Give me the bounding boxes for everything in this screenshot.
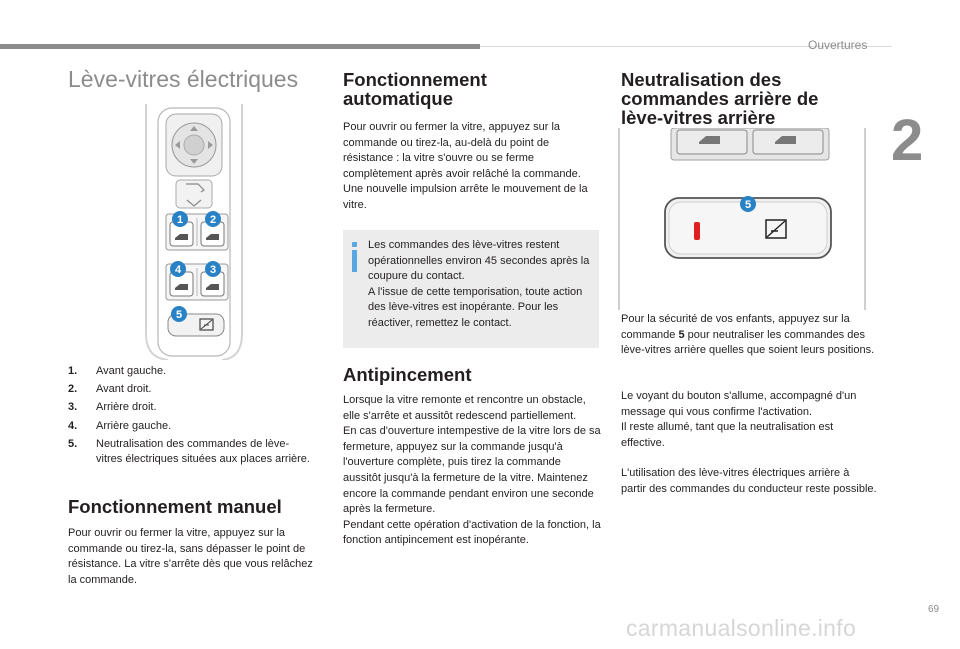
callout-3: 3 bbox=[209, 264, 217, 276]
neutral-para1-ref: 5 bbox=[678, 328, 685, 341]
pinch-text: Lorsque la vitre remonte et rencontre un obstacle, elle s'arrête et aussitôt redescend partiellement. En cas d'ouverture intempestive de la vitre lors de sa fermeture, appuyez sur la commande jusqu'à l'ouverture complète, puis tirez la commande aussitôt jusqu'à la fermeture de la vitre. Maintenez encore la commande pendant environ une seconde après la fermeture. Pendant cette opération d'activation de la fonction, la fonction antipincement est inopérante. bbox=[343, 394, 601, 547]
legend-item bbox=[68, 364, 313, 380]
watermark: carmanualsonline.info bbox=[626, 615, 857, 641]
neutral-para1-text: Pour la sécurité de vos enfants, appuyez sur la commande bbox=[621, 313, 850, 341]
legend-text: Avant droit. bbox=[96, 383, 152, 396]
neutral-para2: Le voyant du bouton s'allume, accompagné d'un message qui vous confirme l'activation. Il reste allumé, tant que la neutralisation est effective. bbox=[621, 390, 857, 449]
callout-5-neutral: 5 bbox=[744, 199, 752, 211]
legend-list bbox=[68, 364, 313, 471]
neutral-heading-line2: commandes arrière de bbox=[621, 88, 819, 109]
neutral-para1 bbox=[621, 312, 877, 359]
legend-number: 5. bbox=[68, 437, 78, 450]
info-icon bbox=[352, 242, 357, 272]
legend-item bbox=[68, 419, 313, 435]
legend-number: 4. bbox=[68, 419, 78, 432]
auto-heading-line1: Fonctionnement bbox=[343, 69, 487, 90]
child-lock-figure bbox=[617, 128, 875, 310]
page-number: 69 bbox=[928, 604, 940, 615]
legend-text: Arrière gauche. bbox=[96, 419, 172, 432]
neutral-heading-line3: lève-vitres arrière bbox=[621, 107, 776, 128]
legend-text: Arrière droit. bbox=[96, 401, 157, 414]
info-line2: A l'issue de cette temporisation, toute action des lève-vitres est inopérante. Pour les réactiver, remettez le contact. bbox=[368, 285, 583, 329]
neutral-heading-line1: Neutralisation des bbox=[621, 69, 782, 90]
legend-item bbox=[68, 437, 313, 468]
legend-text: Neutralisation des commandes de lève-vitres électriques situées aux places arrière. bbox=[96, 437, 310, 466]
pinch-heading: Antipincement bbox=[343, 364, 472, 385]
info-box bbox=[343, 230, 599, 348]
info-line1: Les commandes des lève-vitres restent opérationnelles environ 45 secondes après la coupure du contact. bbox=[368, 239, 590, 283]
legend-number: 1. bbox=[68, 365, 78, 377]
callout-2: 2 bbox=[209, 214, 217, 226]
chapter-number: 2 bbox=[891, 108, 924, 173]
door-control-figure bbox=[138, 104, 250, 360]
manual-heading: Fonctionnement manuel bbox=[68, 496, 282, 517]
neutral-para3: L'utilisation des lève-vitres électriques arrière à partir des commandes du conducteur reste possible. bbox=[621, 467, 877, 495]
neutral-para1-text-end: pour neutraliser les commandes des lève-vitres arrière quelles que soient leurs positions. bbox=[621, 328, 875, 357]
legend-item bbox=[68, 382, 313, 398]
auto-heading bbox=[343, 70, 487, 108]
manual-text: Pour ouvrir ou fermer la vitre, appuyez sur la commande ou tirez-la, sans dépasser le point de résistance. La vitre s'arrête dès que vous relâchez la commande. bbox=[68, 527, 313, 586]
legend-number: 2. bbox=[68, 383, 78, 396]
auto-heading-line2: automatique bbox=[343, 88, 453, 109]
callout-5: 5 bbox=[175, 309, 183, 321]
section-label: Ouvertures bbox=[808, 38, 868, 52]
auto-text: Pour ouvrir ou fermer la vitre, appuyez sur la commande ou tirez-la, au-delà du point de résistance : la vitre s'ouvre ou se ferme complètement après avoir relâché la commande. Une nouvelle impulsion arrête le mouvement de la vitre. bbox=[343, 121, 588, 211]
legend-text: Avant gauche. bbox=[96, 365, 167, 377]
info-text bbox=[368, 238, 596, 332]
neutral-heading bbox=[621, 70, 818, 127]
callout-4: 4 bbox=[174, 264, 182, 276]
legend-item bbox=[68, 400, 313, 416]
legend-number: 3. bbox=[68, 401, 78, 414]
page-title: Lève-vitres électriques bbox=[68, 66, 299, 92]
callout-1: 1 bbox=[176, 214, 184, 226]
header-bar bbox=[0, 44, 480, 49]
